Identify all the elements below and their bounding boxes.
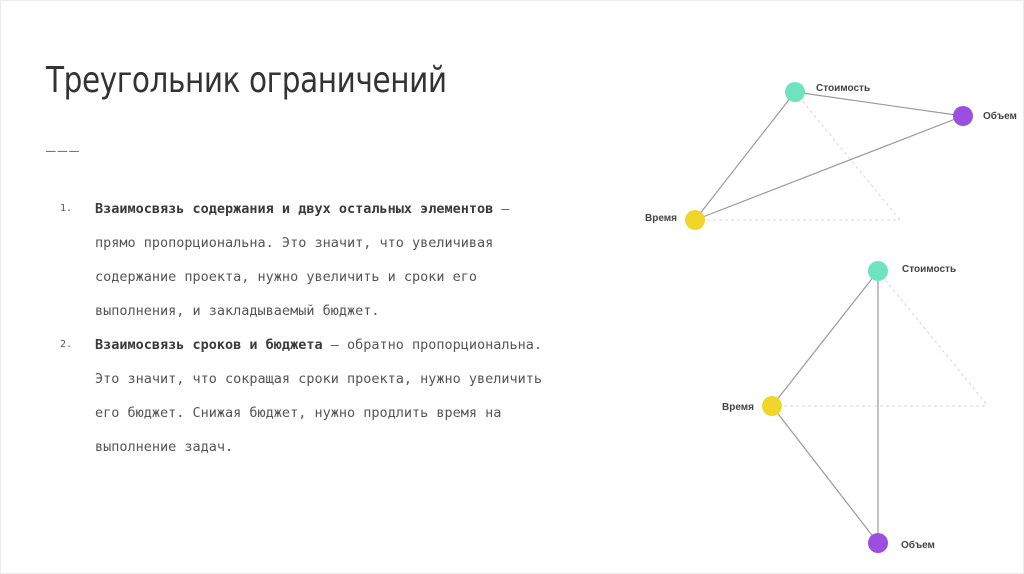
node-scope-label: Объем bbox=[983, 111, 1017, 122]
node-scope-dot bbox=[953, 106, 973, 126]
list-item-1 bbox=[60, 192, 620, 328]
node-scope-label: Объем bbox=[901, 540, 935, 551]
node-cost-label: Стоимость bbox=[816, 83, 871, 94]
triangle-edge bbox=[795, 92, 963, 116]
list-item-text: Это значит, что сокращая сроки проекта, нужно увеличить bbox=[95, 371, 543, 387]
list-item-text: содержание проекта, нужно увеличить и сроки его bbox=[95, 269, 478, 285]
list-item-text: прямо пропорциональна. Это значит, что увеличивая bbox=[95, 235, 494, 251]
triangle-edge bbox=[772, 406, 878, 543]
explanation-list bbox=[60, 192, 620, 464]
node-cost-dot bbox=[785, 82, 805, 102]
list-number: 2. bbox=[60, 339, 73, 350]
list-item-text: выполнение задач. bbox=[95, 439, 234, 455]
list-number: 1. bbox=[60, 203, 73, 214]
triangle-diagram-bottom bbox=[705, 250, 1024, 570]
node-scope-dot bbox=[868, 533, 888, 553]
node-time-label: Время bbox=[645, 213, 677, 224]
node-time-dot bbox=[685, 210, 705, 230]
list-item-2 bbox=[60, 328, 620, 464]
node-cost-dot bbox=[868, 261, 888, 281]
slide-title: Треугольник ограничений bbox=[46, 60, 447, 101]
list-item-text: — bbox=[493, 201, 510, 217]
node-time-label: Время bbox=[722, 402, 754, 413]
node-cost-label: Стоимость bbox=[902, 264, 957, 275]
list-item-text: — обратно пропорциональна. bbox=[322, 337, 543, 353]
list-item-heading: Взаимосвязь содержания и двух остальных элементов bbox=[95, 201, 494, 217]
node-time-dot bbox=[762, 396, 782, 416]
dashed-guide bbox=[795, 92, 900, 220]
list-item-text: его бюджет. Снижая бюджет, нужно продлить время на bbox=[95, 405, 502, 421]
list-item-text: выполнения, и закладываемый бюджет. bbox=[95, 303, 380, 319]
dashed-guide bbox=[878, 271, 988, 406]
list-item-heading: Взаимосвязь сроков и бюджета bbox=[95, 337, 323, 353]
triangle-edge bbox=[772, 271, 878, 406]
triangle-diagram-top bbox=[630, 70, 1024, 240]
title-divider: ——— bbox=[46, 141, 81, 160]
